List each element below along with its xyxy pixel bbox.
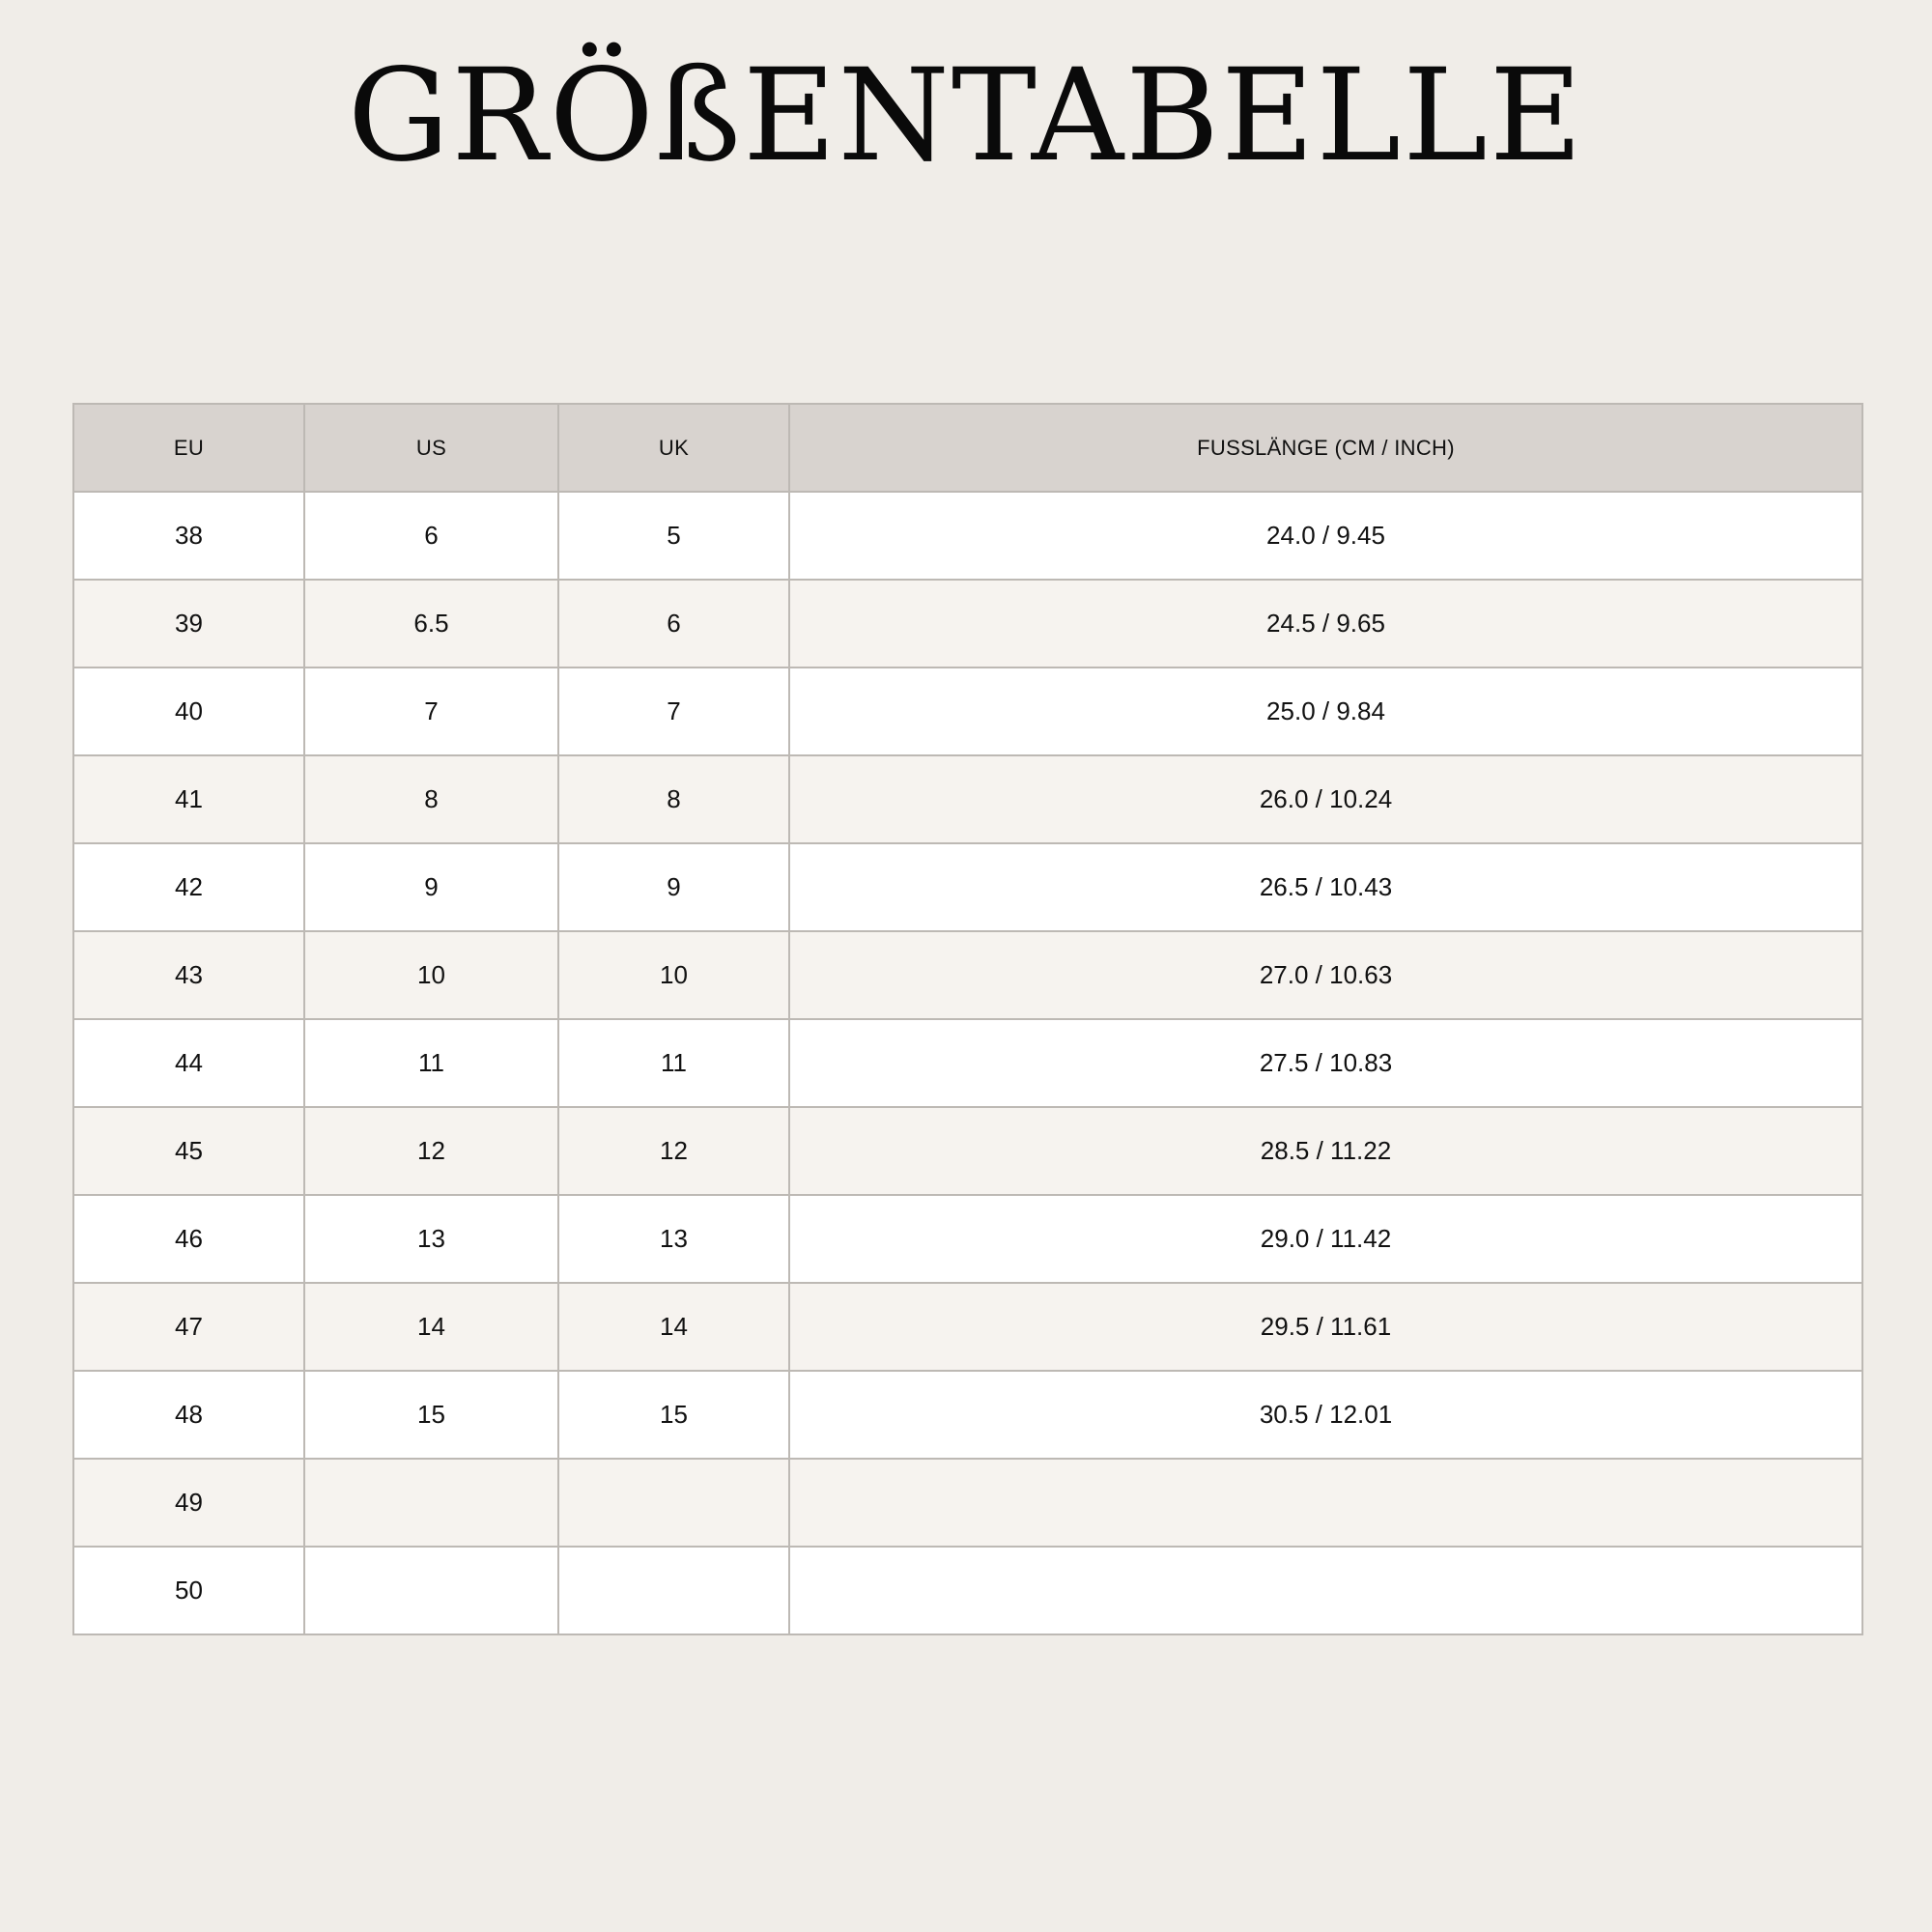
cell-us: 7	[304, 668, 558, 755]
cell-foot-length: 27.0 / 10.63	[789, 931, 1862, 1019]
cell-us: 8	[304, 755, 558, 843]
cell-foot-length: 29.0 / 11.42	[789, 1195, 1862, 1283]
cell-uk: 15	[558, 1371, 789, 1459]
cell-uk: 10	[558, 931, 789, 1019]
cell-uk: 11	[558, 1019, 789, 1107]
cell-eu: 48	[73, 1371, 304, 1459]
cell-us: 6	[304, 492, 558, 580]
cell-eu: 50	[73, 1547, 304, 1634]
cell-eu: 39	[73, 580, 304, 668]
cell-eu: 46	[73, 1195, 304, 1283]
cell-eu: 49	[73, 1459, 304, 1547]
cell-foot-length	[789, 1547, 1862, 1634]
cell-foot-length: 24.5 / 9.65	[789, 580, 1862, 668]
page-title: GRÖßENTABELLE	[347, 42, 1585, 190]
cell-foot-length: 28.5 / 11.22	[789, 1107, 1862, 1195]
table-row	[73, 755, 1862, 843]
cell-foot-length: 27.5 / 10.83	[789, 1019, 1862, 1107]
table-row	[73, 580, 1862, 668]
cell-foot-length: 26.0 / 10.24	[789, 755, 1862, 843]
table-row	[73, 843, 1862, 931]
cell-eu: 43	[73, 931, 304, 1019]
cell-uk: 14	[558, 1283, 789, 1371]
cell-us	[304, 1547, 558, 1634]
cell-eu: 45	[73, 1107, 304, 1195]
cell-uk: 12	[558, 1107, 789, 1195]
cell-uk: 6	[558, 580, 789, 668]
cell-eu: 47	[73, 1283, 304, 1371]
cell-foot-length: 30.5 / 12.01	[789, 1371, 1862, 1459]
cell-us	[304, 1459, 558, 1547]
header-foot-length: FUSSLÄNGE (CM / INCH)	[789, 404, 1862, 492]
cell-eu: 41	[73, 755, 304, 843]
cell-us: 12	[304, 1107, 558, 1195]
table-row	[73, 1371, 1862, 1459]
cell-us: 13	[304, 1195, 558, 1283]
cell-eu: 44	[73, 1019, 304, 1107]
cell-us: 11	[304, 1019, 558, 1107]
cell-us: 15	[304, 1371, 558, 1459]
table-row	[73, 1019, 1862, 1107]
header-us: US	[304, 404, 558, 492]
cell-uk	[558, 1547, 789, 1634]
cell-uk: 7	[558, 668, 789, 755]
table-row	[73, 1195, 1862, 1283]
cell-us: 9	[304, 843, 558, 931]
cell-uk	[558, 1459, 789, 1547]
cell-foot-length: 26.5 / 10.43	[789, 843, 1862, 931]
table-row	[73, 1459, 1862, 1547]
cell-us: 14	[304, 1283, 558, 1371]
cell-us: 6.5	[304, 580, 558, 668]
cell-uk: 13	[558, 1195, 789, 1283]
cell-foot-length	[789, 1459, 1862, 1547]
cell-foot-length: 25.0 / 9.84	[789, 668, 1862, 755]
cell-eu: 42	[73, 843, 304, 931]
cell-uk: 8	[558, 755, 789, 843]
table-row	[73, 1107, 1862, 1195]
table-row	[73, 1283, 1862, 1371]
cell-foot-length: 29.5 / 11.61	[789, 1283, 1862, 1371]
table-row	[73, 1547, 1862, 1634]
size-chart-table	[72, 403, 1863, 1635]
header-eu: EU	[73, 404, 304, 492]
cell-uk: 5	[558, 492, 789, 580]
cell-foot-length: 24.0 / 9.45	[789, 492, 1862, 580]
table-row	[73, 492, 1862, 580]
cell-eu: 38	[73, 492, 304, 580]
table-row	[73, 931, 1862, 1019]
table-body	[73, 492, 1862, 1634]
cell-eu: 40	[73, 668, 304, 755]
cell-uk: 9	[558, 843, 789, 931]
cell-us: 10	[304, 931, 558, 1019]
header-uk: UK	[558, 404, 789, 492]
table-row	[73, 668, 1862, 755]
table-header-row	[73, 404, 1862, 492]
